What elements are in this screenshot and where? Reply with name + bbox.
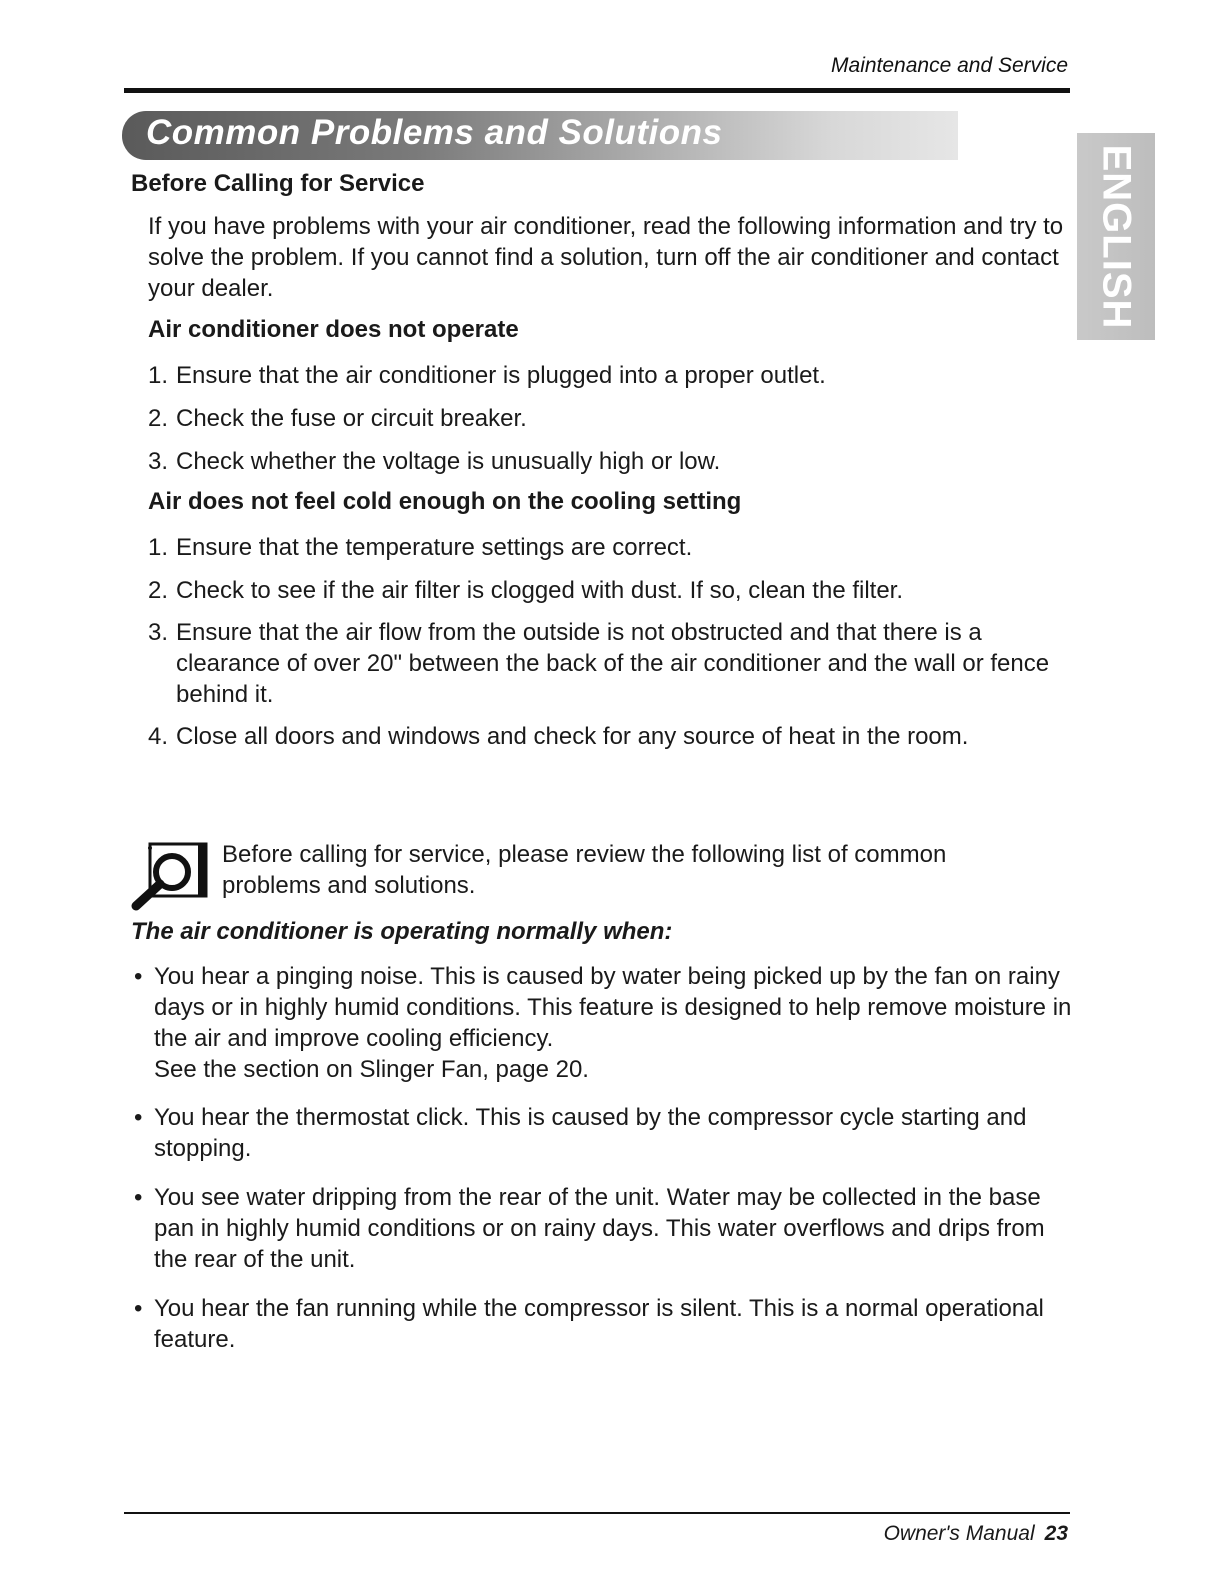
list-item — [148, 617, 1068, 710]
bullet-text: You hear the thermostat click. This is caused by the compressor cycle starting and stopping. — [154, 1104, 1027, 1162]
list-item — [134, 1182, 1074, 1275]
note-text: Before calling for service, please review the following list of common problems and solutions. — [222, 841, 947, 899]
list-item — [148, 360, 1068, 391]
list-number: 1. — [148, 534, 169, 561]
list-number: 2. — [148, 405, 169, 432]
list-number: 2. — [148, 577, 169, 604]
list-item — [148, 575, 1068, 606]
list-number: 3. — [148, 619, 169, 646]
bullet-subtext: See the section on Slinger Fan, page 20. — [154, 1056, 589, 1083]
language-tab — [1077, 133, 1155, 340]
bullet-dot: • — [134, 1295, 143, 1322]
bullet-text: You see water dripping from the rear of the unit. Water may be collected in the base pan in highly humid conditions or on rainy days. This water overflows and drips from the rear of the unit. — [154, 1184, 1045, 1273]
list-number: 1. — [148, 362, 169, 389]
language-tab-label: ENGLISH — [1094, 144, 1139, 329]
list-text: Ensure that the air conditioner is plugged into a proper outlet. — [176, 362, 826, 389]
normal-operation-heading: The air conditioner is operating normally when: — [131, 918, 673, 945]
bullet-dot: • — [134, 963, 143, 990]
header-section-title: Maintenance and Service — [831, 54, 1068, 77]
list-item — [134, 961, 1074, 1085]
list-text: Check the fuse or circuit breaker. — [176, 405, 527, 432]
bullet-dot: • — [134, 1184, 143, 1211]
list-number: 3. — [148, 448, 169, 475]
bullet-text: You hear the fan running while the compressor is silent. This is a normal operational feature. — [154, 1295, 1044, 1353]
magnifier-icon — [128, 842, 208, 912]
list-text: Check to see if the air filter is clogged with dust. If so, clean the filter. — [176, 577, 904, 604]
intro-paragraph: If you have problems with your air conditioner, read the following information and try to solve the problem. If you cannot find a solution, turn off the air conditioner and contact your dealer. — [148, 213, 1064, 302]
list-text: Ensure that the air flow from the outside is not obstructed and that there is a clearance of over 20" between the back of the air conditioner and the wall or fence behind it. — [176, 619, 1050, 708]
footer — [884, 1522, 1068, 1546]
list-item — [148, 721, 1068, 752]
list-text: Check whether the voltage is unusually high or low. — [176, 448, 721, 475]
bullet-text: You hear a pinging noise. This is caused by water being picked up by the fan on rainy days or in highly humid conditions. This feature is designed to help remove moisture in the air and improve cooling efficiency. — [154, 963, 1072, 1052]
list-text: Close all doors and windows and check for any source of heat in the room. — [176, 723, 969, 750]
list-text: Ensure that the temperature settings are correct. — [176, 534, 693, 561]
list-item — [148, 403, 1068, 434]
list-item — [134, 1102, 1074, 1164]
not-operate-heading: Air conditioner does not operate — [148, 316, 519, 343]
not-cold-heading: Air does not feel cold enough on the cooling setting — [148, 488, 742, 515]
list-item — [134, 1293, 1074, 1355]
header-rule — [124, 88, 1070, 93]
list-item — [148, 446, 1068, 477]
list-number: 4. — [148, 723, 169, 750]
page-title: Common Problems and Solutions — [146, 113, 723, 152]
footer-label: Owner's Manual — [883, 1522, 1035, 1545]
page-number: 23 — [1044, 1522, 1068, 1545]
before-calling-heading: Before Calling for Service — [131, 170, 425, 197]
bullet-dot: • — [134, 1104, 143, 1131]
footer-rule — [124, 1512, 1070, 1514]
list-item — [148, 532, 1068, 563]
